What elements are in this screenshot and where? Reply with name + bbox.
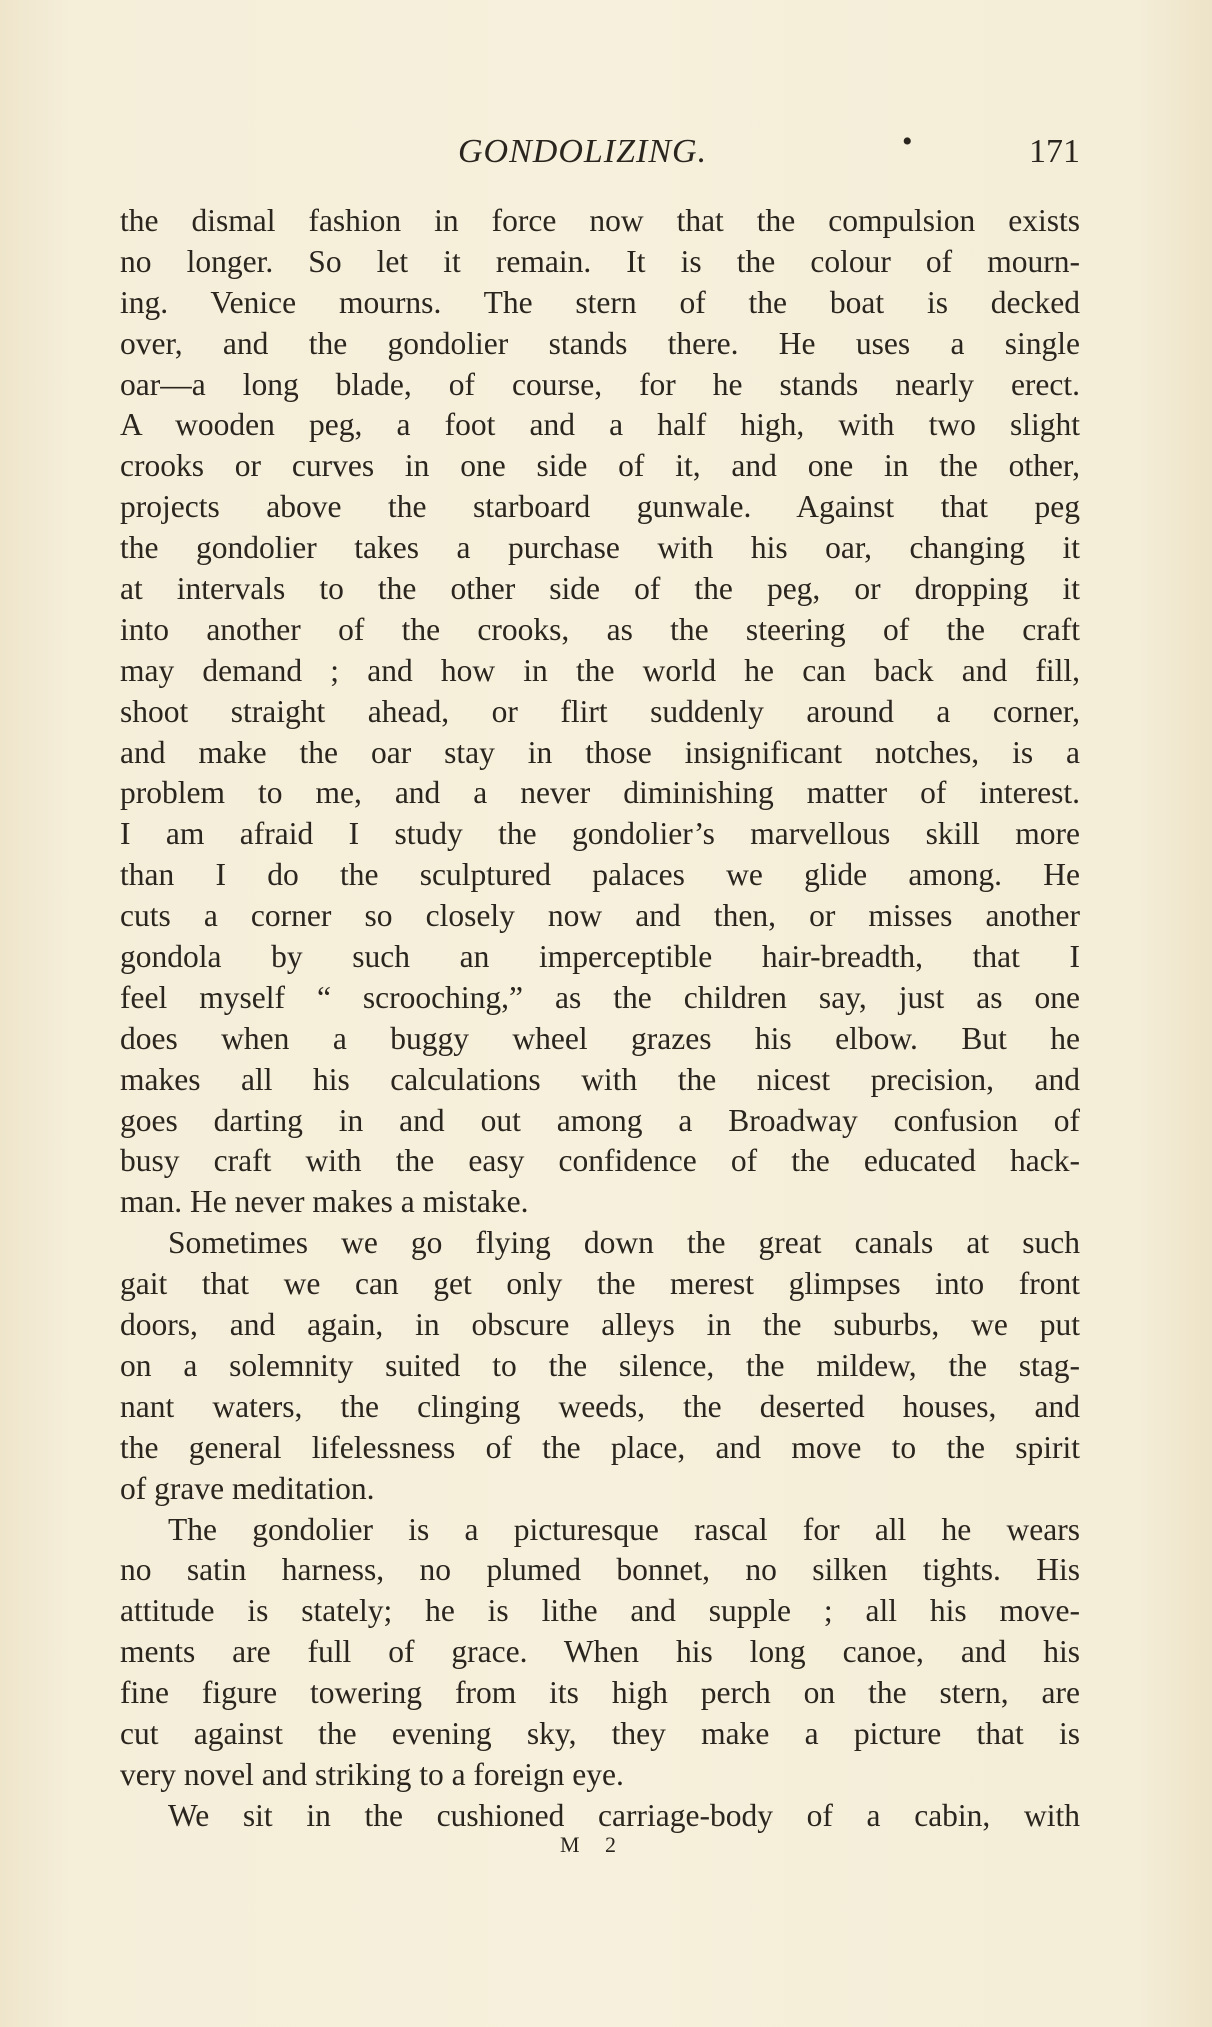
body-text xyxy=(120,201,1080,1837)
text-line: cut against the evening sky, they make a picture that is xyxy=(120,1715,1080,1751)
text-line: nant waters, the clinging weeds, the deserted houses, and xyxy=(120,1388,1080,1424)
text-line: shoot straight ahead, or flirt suddenly around a corner, xyxy=(120,693,1080,729)
page-header xyxy=(120,122,1080,182)
text-line: gait that we can get only the merest glimpses into front xyxy=(120,1266,1080,1302)
text-line: fine figure towering from its high perch on the stern, are xyxy=(120,1675,1080,1711)
text-line: the gondolier takes a purchase with his oar, changing it xyxy=(120,530,1080,566)
text-line: doors, and again, in obscure alleys in the suburbs, we put xyxy=(120,1307,1080,1343)
text-line: crooks or curves in one side of it, and one in the other, xyxy=(120,448,1080,484)
text-line: over, and the gondolier stands there. He uses a single xyxy=(120,325,1080,361)
text-line: busy craft with the easy confidence of the educated hack- xyxy=(120,1143,1080,1179)
running-head: GONDOLIZING. xyxy=(458,133,708,170)
text-line: gondola by such an imperceptible hair-breadth, that I xyxy=(120,939,1080,975)
text-line: may demand ; and how in the world he can back and fill, xyxy=(120,652,1080,688)
text-line: A wooden peg, a foot and a half high, with two slight xyxy=(120,407,1080,443)
signature-mark: M 2 xyxy=(560,1832,627,1857)
page-number: 171 xyxy=(1029,133,1080,170)
text-line: goes darting in and out among a Broadway confusion of xyxy=(120,1102,1080,1138)
text-line: into another of the crooks, as the steering of the craft xyxy=(120,611,1080,647)
text-line: projects above the starboard gunwale. Against that peg xyxy=(120,489,1080,525)
text-line: does when a buggy wheel grazes his elbow. But he xyxy=(120,1020,1080,1056)
paragraph-start-line: The gondolier is a picturesque rascal for all he wears xyxy=(168,1511,1080,1547)
text-line: feel myself “ scrooching,” as the children say, just as one xyxy=(120,979,1080,1015)
text-line: problem to me, and a never diminishing matter of interest. xyxy=(120,775,1080,811)
paragraph-start-line: We sit in the cushioned carriage-body of a cabin, with xyxy=(168,1797,1080,1833)
text-line: cuts a corner so closely now and then, or misses another xyxy=(120,898,1080,934)
text-line: ments are full of grace. When his long canoe, and his xyxy=(120,1634,1080,1670)
paragraph-end-line: of grave meditation. xyxy=(120,1470,375,1506)
paragraph-end-line: very novel and striking to a foreign eye. xyxy=(120,1756,624,1792)
text-line: oar—a long blade, of course, for he stands nearly erect. xyxy=(120,366,1080,402)
text-line: ing. Venice mourns. The stern of the boat is decked xyxy=(120,284,1080,320)
paragraph-start-line: Sometimes we go flying down the great canals at such xyxy=(168,1225,1080,1261)
text-line: the dismal fashion in force now that the compulsion exists xyxy=(120,203,1080,238)
header-dot: • xyxy=(902,125,913,158)
text-line: no satin harness, no plumed bonnet, no silken tights. His xyxy=(120,1552,1080,1588)
text-line: at intervals to the other side of the peg, or dropping it xyxy=(120,571,1080,607)
text-line: than I do the sculptured palaces we glide among. He xyxy=(120,857,1080,893)
text-line: attitude is stately; he is lithe and supple ; all his move- xyxy=(120,1593,1080,1629)
text-line: makes all his calculations with the nicest precision, and xyxy=(120,1061,1080,1097)
text-line: the general lifelessness of the place, and move to the spirit xyxy=(120,1429,1080,1465)
text-line: and make the oar stay in those insignificant notches, is a xyxy=(120,734,1080,770)
text-line: on a solemnity suited to the silence, the mildew, the stag- xyxy=(120,1347,1080,1383)
text-line: no longer. So let it remain. It is the colour of mourn- xyxy=(120,243,1080,279)
paragraph-end-line: man. He never makes a mistake. xyxy=(120,1184,529,1220)
text-line: I am afraid I study the gondolier’s marvellous skill more xyxy=(120,816,1080,852)
